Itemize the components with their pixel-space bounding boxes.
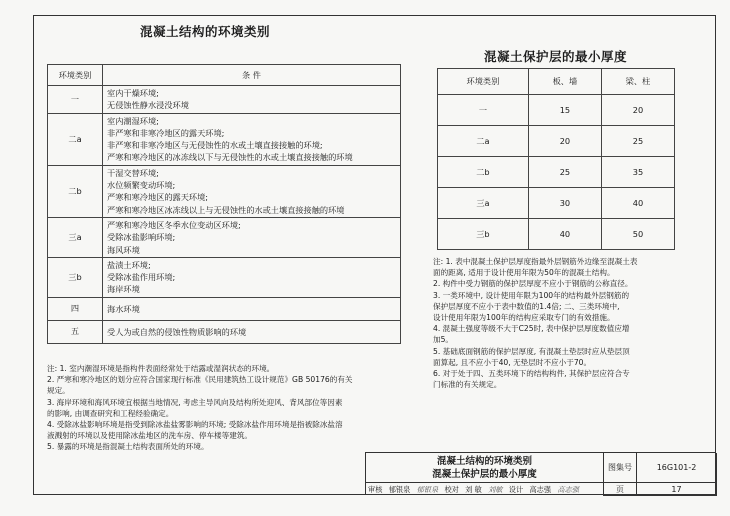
title-block xyxy=(365,452,716,495)
condition-line: 严寒和寒冷地区冰冻线以上与无侵蚀性的水或土壤直接接触的环境 xyxy=(107,204,345,215)
cover-table-title: 混凝土保护层的最小厚度 xyxy=(484,49,628,64)
condition-line: 海风环境 xyxy=(107,244,140,255)
env-condition-cell xyxy=(103,86,401,114)
cover-beam-value: 40 xyxy=(601,188,674,219)
condition-line: 海水环境 xyxy=(107,303,140,314)
cover-slab-value: 30 xyxy=(528,188,601,219)
note-line: 注: 1. 室内潮湿环境是指构件表面经常处于结露或湿润状态的环境。 xyxy=(47,364,275,373)
cover-category-cell: 二b xyxy=(438,157,529,188)
env-category-cell: 二b xyxy=(48,165,103,217)
note-line: 4. 受除冰盐影响环境是指受到除冰盐盐雾影响的环境; 受除冰盐作用环境是指被除冰盐溶 xyxy=(47,420,343,430)
table-header-row xyxy=(48,65,401,86)
note-line: 2. 严寒和寒冷地区的划分应符合国家现行标准《民用建筑热工设计规范》GB 50176的有关 xyxy=(47,375,353,385)
condition-line: 盐渍土环境; xyxy=(107,259,151,270)
cover-slab-value: 20 xyxy=(528,126,601,157)
cover-category-cell: 一 xyxy=(438,95,529,126)
table-row xyxy=(438,95,675,126)
check-label: 校对 xyxy=(444,485,459,494)
env-condition-cell xyxy=(103,320,401,343)
env-condition-cell xyxy=(103,257,401,297)
table-row xyxy=(48,297,401,320)
review-signature: 郁银泉 xyxy=(416,485,439,494)
note-line: 注: 1. 表中混凝土保护层厚度指最外层钢筋外边缘至混凝土表 xyxy=(433,257,638,266)
note-line: 3. 一类环境中, 设计使用年限为100年的结构最外层钢筋的 xyxy=(433,290,630,300)
cover-beam-value: 35 xyxy=(601,157,674,188)
header-condition: 条 件 xyxy=(103,65,401,86)
design-name: 高志强 xyxy=(529,485,552,494)
note-line: 面的距离, 适用于设计使用年限为50年的混凝土结构。 xyxy=(433,268,615,278)
env-condition-cell xyxy=(103,217,401,257)
page-number: 17 xyxy=(637,483,717,496)
cover-category-cell: 三b xyxy=(438,219,529,250)
environment-category-table xyxy=(47,64,401,344)
env-category-cell: 三b xyxy=(48,257,103,297)
cover-beam-value: 20 xyxy=(601,95,674,126)
condition-line: 干湿交替环境; xyxy=(107,167,159,178)
env-category-cell: 一 xyxy=(48,86,103,114)
cover-beam-value: 25 xyxy=(601,126,674,157)
condition-line: 水位频繁变动环境; xyxy=(107,180,176,191)
signature-row xyxy=(366,483,604,496)
condition-line: 受除冰盐影响环境; xyxy=(107,232,176,243)
table-row xyxy=(48,257,401,297)
env-category-cell: 四 xyxy=(48,297,103,320)
check-signature: 刘敏 xyxy=(488,485,503,494)
condition-line: 严寒和寒冷地区的露天环境; xyxy=(107,192,209,203)
note-line: 6. 对于处于四、五类环境下的结构构件, 其保护层应符合专 xyxy=(433,369,630,379)
env-category-cell: 三a xyxy=(48,217,103,257)
note-line: 4. 混凝土强度等级不大于C25时, 表中保护层厚度数值应增 xyxy=(433,324,630,334)
condition-line: 室内干燥环境; xyxy=(107,88,159,98)
note-line: 液溅射的环境以及使用除冰盐地区的洗车房、停车楼等建筑。 xyxy=(47,431,253,441)
note-line: 加5。 xyxy=(433,335,454,345)
cover-thickness-table xyxy=(437,68,675,250)
env-condition-cell xyxy=(103,165,401,217)
note-line: 面算起, 且不应小于40, 无垫层时不应小于70。 xyxy=(433,357,592,367)
cover-notes xyxy=(433,256,683,390)
environment-notes xyxy=(47,363,407,453)
table-row xyxy=(48,165,401,217)
table-row xyxy=(48,217,401,257)
env-condition-cell xyxy=(103,297,401,320)
cover-slab-value: 40 xyxy=(528,219,601,250)
table-row xyxy=(438,219,675,250)
condition-line: 室内潮湿环境; xyxy=(107,115,159,126)
atlas-number: 16G101-2 xyxy=(637,453,717,483)
env-category-cell: 五 xyxy=(48,320,103,343)
condition-line: 严寒和寒冷地区的冰冻线以下与无侵蚀性的水或土壤直接接触的环境 xyxy=(107,152,353,163)
condition-line: 非严寒和非寒冷地区的露天环境; xyxy=(107,127,225,138)
cover-slab-value: 25 xyxy=(528,157,601,188)
note-line: 5. 暴露的环境是指混凝土结构表面所处的环境。 xyxy=(47,442,209,452)
condition-line: 海岸环境 xyxy=(107,284,140,295)
table-row xyxy=(48,86,401,114)
cover-beam-value: 50 xyxy=(601,219,674,250)
header-beam-column: 梁、柱 xyxy=(601,69,674,95)
check-name: 刘 敏 xyxy=(465,485,482,494)
table-row xyxy=(438,157,675,188)
table-header-row xyxy=(438,69,675,95)
drawing-name xyxy=(366,453,604,483)
drawing-name-line1: 混凝土结构的环境类别 xyxy=(436,456,532,467)
note-line: 门标准的有关规定。 xyxy=(433,380,502,390)
environment-table-title: 混凝土结构的环境类别 xyxy=(140,24,271,39)
table-row xyxy=(438,188,675,219)
condition-line: 受人为或自然的侵蚀性物质影响的环境 xyxy=(107,326,247,337)
review-name: 郁银泉 xyxy=(388,485,411,494)
cover-category-cell: 二a xyxy=(438,126,529,157)
condition-line: 非严寒和非寒冷地区与无侵蚀性的水或土壤直接接触的环境; xyxy=(107,140,323,151)
table-row xyxy=(438,126,675,157)
condition-line: 无侵蚀性静水浸没环境 xyxy=(107,100,189,111)
cover-category-cell: 三a xyxy=(438,188,529,219)
env-category-cell: 二a xyxy=(48,113,103,165)
note-line: 的影响, 由调查研究和工程经验确定。 xyxy=(47,408,174,418)
header-category: 环境类别 xyxy=(438,69,529,95)
drawing-name-line2: 混凝土保护层的最小厚度 xyxy=(432,469,537,480)
condition-line: 受除冰盐作用环境; xyxy=(107,272,176,283)
note-line: 3. 海岸环境和海风环境宜根据当地情况, 考虑主导风向及结构所处迎风、背风部位等因素 xyxy=(47,397,343,407)
note-line: 5. 基础底面钢筋的保护层厚度, 有混凝土垫层时应从垫层顶 xyxy=(433,346,630,356)
note-line: 保护层厚度不应小于表中数值的1.4倍; 二、三类环境中, xyxy=(433,301,620,311)
page-label: 页 xyxy=(604,483,637,496)
table-row xyxy=(48,113,401,165)
condition-line: 严寒和寒冷地区冬季水位变动区环境; xyxy=(107,219,241,230)
note-line: 设计使用年限为100年的结构应采取专门的有效措施。 xyxy=(433,313,615,323)
env-condition-cell xyxy=(103,113,401,165)
header-category: 环境类别 xyxy=(48,65,103,86)
atlas-label: 图集号 xyxy=(604,453,637,483)
note-line: 2. 构件中受力钢筋的保护层厚度不应小于钢筋的公称直径。 xyxy=(433,279,633,289)
review-label: 审核 xyxy=(368,485,383,494)
cover-slab-value: 15 xyxy=(528,95,601,126)
table-row xyxy=(48,320,401,343)
design-signature: 高志强 xyxy=(557,485,579,494)
header-slab-wall: 板、墙 xyxy=(528,69,601,95)
note-line: 规定。 xyxy=(47,386,70,396)
design-label: 设计 xyxy=(508,485,524,494)
